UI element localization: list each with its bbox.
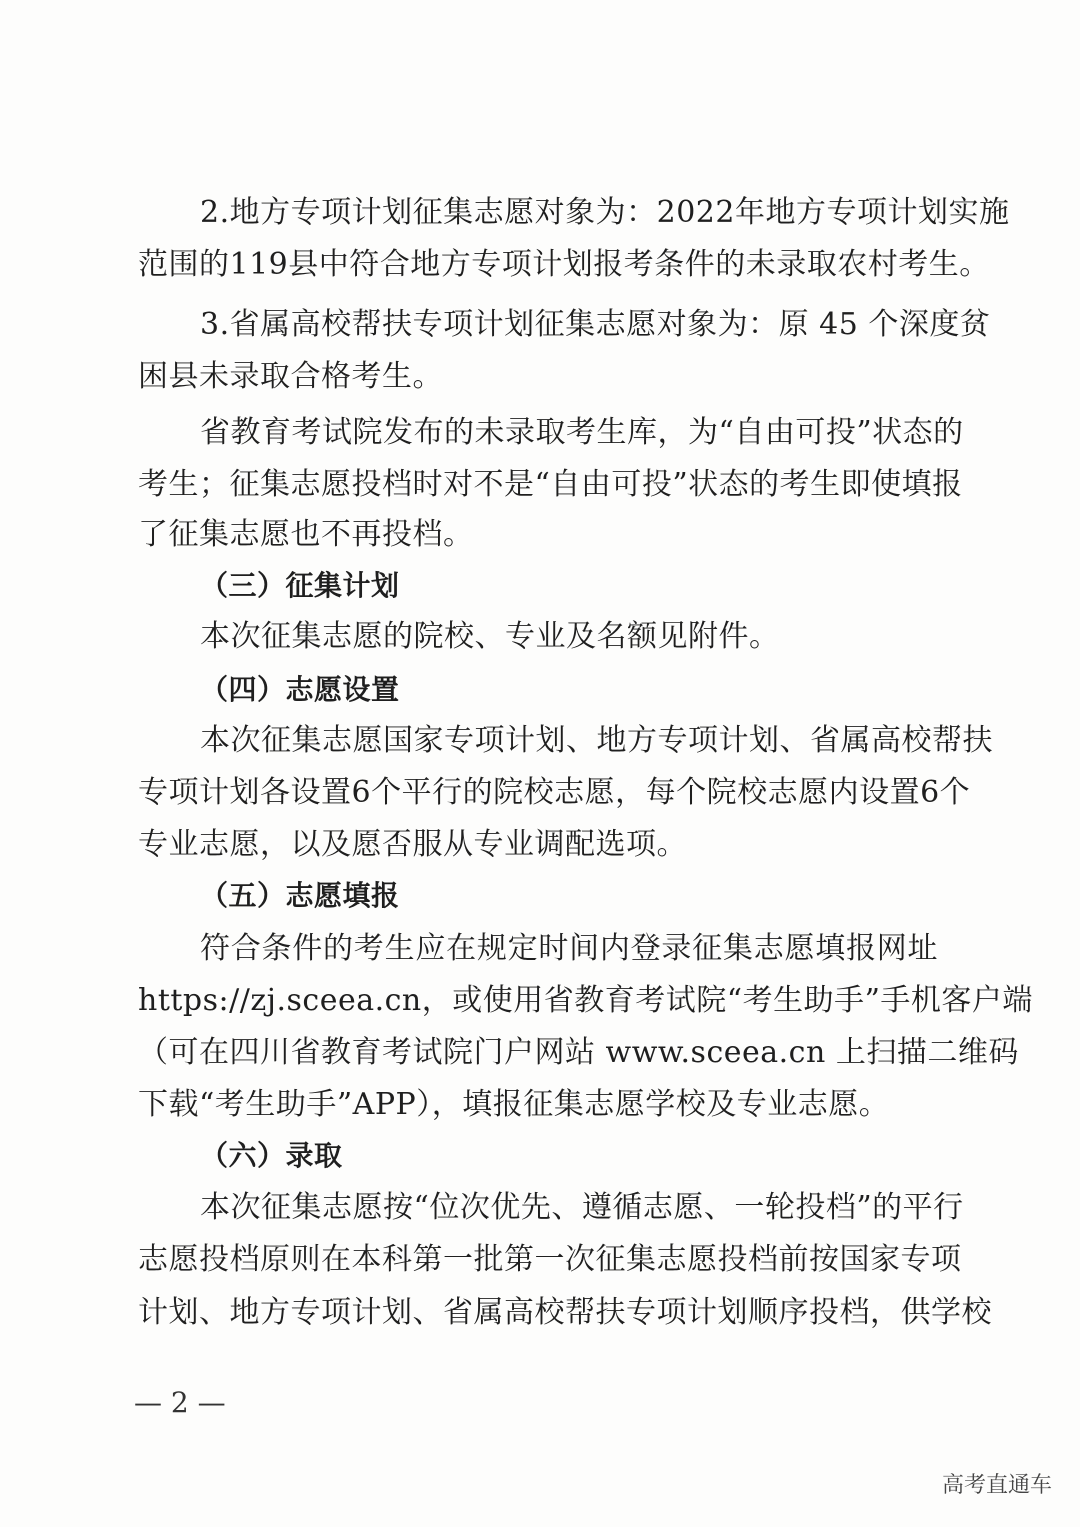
paragraph-line: 本次征集志愿按“位次优先、遵循志愿、一轮投档”的平行 xyxy=(200,1190,964,1225)
paragraph-line: 本次征集志愿的院校、专业及名额见附件。 xyxy=(200,619,780,654)
paragraph-line: 下载“考生助手”APP），填报征集志愿学校及专业志愿。 xyxy=(138,1087,890,1122)
paragraph-line: 2.地方专项计划征集志愿对象为：2022年地方专项计划实施 xyxy=(200,195,1010,230)
paragraph-line: 省教育考试院发布的未录取考生库，为“自由可投”状态的 xyxy=(200,415,964,450)
paragraph-line: 范围的119县中符合地方专项计划报考条件的未录取农村考生。 xyxy=(138,247,990,282)
paragraph-line: 专业志愿，以及愿否服从专业调配选项。 xyxy=(138,827,687,862)
paragraph-line: 志愿投档原则在本科第一批第一次征集志愿投档前按国家专项 xyxy=(138,1242,962,1277)
paragraph-line: 了征集志愿也不再投档。 xyxy=(138,517,474,552)
paragraph-line: 困县未录取合格考生。 xyxy=(138,359,443,394)
paragraph-line: （可在四川省教育考试院门户网站 www.sceea.cn 上扫描二维码 xyxy=(138,1035,1019,1070)
section-heading: （四）志愿设置 xyxy=(200,673,400,706)
paragraph-line: 考生；征集志愿投档时对不是“自由可投”状态的考生即使填报 xyxy=(138,467,963,502)
section-heading: （三）征集计划 xyxy=(200,569,400,602)
section-heading: （六）录取 xyxy=(200,1139,343,1172)
paragraph-line: 符合条件的考生应在规定时间内登录征集志愿填报网址 xyxy=(200,931,938,966)
paragraph-line: 计划、地方专项计划、省属高校帮扶专项计划顺序投档，供学校 xyxy=(138,1295,992,1330)
watermark-text: 高考直通车 xyxy=(941,1473,1052,1498)
section-heading: （五）志愿填报 xyxy=(200,879,400,912)
paragraph-line: 3.省属高校帮扶专项计划征集志愿对象为：原 45 个深度贫 xyxy=(200,307,991,342)
page-number: — 2 — xyxy=(134,1386,226,1419)
paragraph-line: https://zj.sceea.cn，或使用省教育考试院“考生助手”手机客户端 xyxy=(138,983,1033,1018)
paragraph-line: 专项计划各设置6个平行的院校志愿，每个院校志愿内设置6个 xyxy=(138,775,971,810)
paragraph-line: 本次征集志愿国家专项计划、地方专项计划、省属高校帮扶 xyxy=(200,723,993,758)
